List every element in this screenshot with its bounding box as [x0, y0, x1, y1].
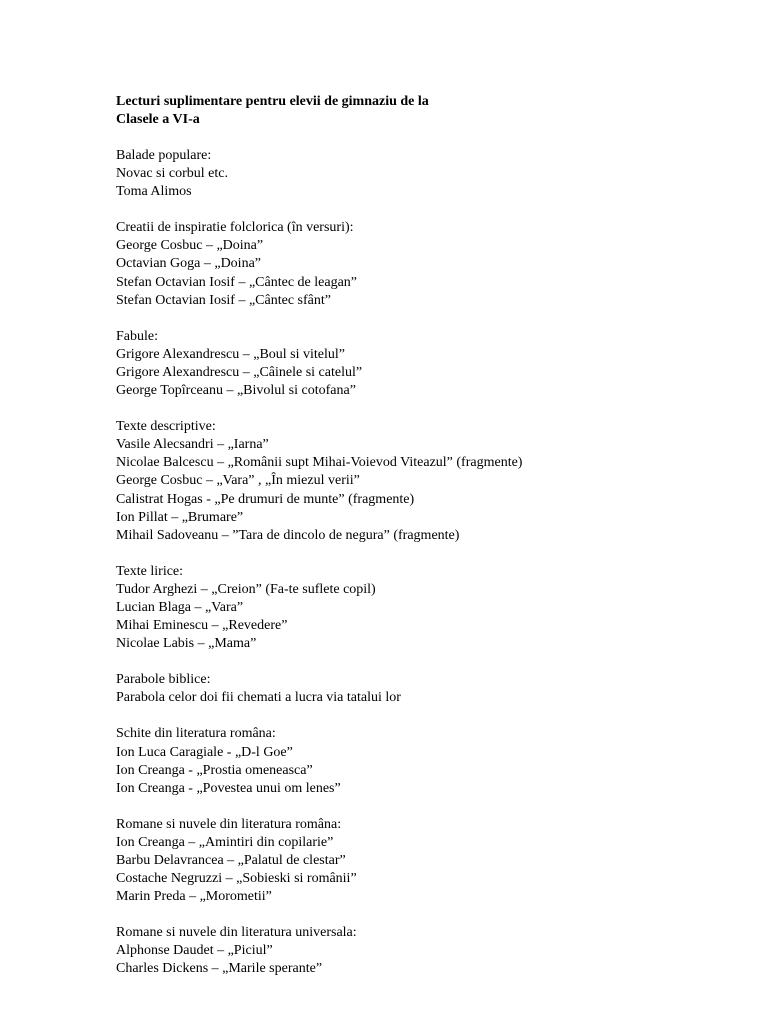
reading-section	[116, 147, 736, 201]
reading-entry: Mihai Eminescu – „Revedere”	[116, 618, 288, 634]
reading-entry: Grigore Alexandrescu – „Câinele si catelul”	[116, 364, 363, 380]
reading-section	[116, 219, 736, 309]
reading-entry: Parabola celor doi fii chemati a lucra via tatalui lor	[116, 690, 401, 706]
reading-entry: Ion Creanga - „Prostia omeneasca”	[116, 762, 313, 778]
document-page	[116, 93, 736, 979]
section-heading: Romane si nuvele din literatura universala:	[116, 925, 357, 941]
reading-entry: Tudor Arghezi – „Creion” (Fa-te suflete copil)	[116, 581, 376, 597]
reading-section	[116, 725, 736, 797]
reading-section	[116, 671, 736, 707]
reading-list	[116, 147, 736, 979]
reading-section	[116, 328, 736, 400]
reading-entry: Ion Pillat – „Brumare”	[116, 509, 244, 525]
reading-section	[116, 816, 736, 906]
reading-entry: Calistrat Hogas - „Pe drumuri de munte” (fragmente)	[116, 491, 415, 507]
section-heading: Romane si nuvele din literatura româna:	[116, 816, 342, 832]
reading-entry: George Cosbuc – „Doina”	[116, 238, 264, 254]
reading-entry: Novac si corbul etc.	[116, 166, 228, 182]
title-line: Clasele a VI-a	[116, 112, 200, 127]
reading-entry: Stefan Octavian Iosif – „Cântec sfânt”	[116, 292, 331, 308]
reading-entry: Alphonse Daudet – „Piciul”	[116, 943, 273, 959]
reading-entry: Mihail Sadoveanu – ”Tara de dincolo de negura” (fragmente)	[116, 527, 460, 543]
reading-entry: Nicolae Labis – „Mama”	[116, 636, 257, 652]
section-heading: Texte lirice:	[116, 563, 184, 579]
reading-section	[116, 563, 736, 653]
reading-entry: George Cosbuc – „Vara” , „În miezul verii”	[116, 473, 360, 489]
reading-entry: George Topîrceanu – „Bivolul si cotofana”	[116, 383, 356, 399]
reading-entry: Nicolae Balcescu – „Românii supt Mihai-Voievod Viteazul” (fragmente)	[116, 455, 523, 471]
reading-section	[116, 924, 736, 978]
reading-entry: Ion Luca Caragiale - „D-l Goe”	[116, 744, 293, 760]
section-heading: Creatii de inspiratie folclorica (în versuri):	[116, 220, 354, 236]
reading-entry: Octavian Goga – „Doina”	[116, 256, 261, 272]
section-heading: Parabole biblice:	[116, 672, 211, 688]
reading-entry: Vasile Alecsandri – „Iarna”	[116, 437, 269, 453]
reading-entry: Barbu Delavrancea – „Palatul de clestar”	[116, 853, 346, 868]
reading-section	[116, 418, 736, 545]
section-heading: Fabule:	[116, 328, 158, 344]
reading-entry: Ion Creanga - „Povestea unui om lenes”	[116, 780, 341, 796]
reading-entry: Lucian Blaga – „Vara”	[116, 599, 244, 615]
title-line: Lecturi suplimentare pentru elevii de gimnaziu de la	[116, 94, 429, 109]
reading-entry: Grigore Alexandrescu – „Boul si vitelul”	[116, 346, 345, 362]
reading-entry: Stefan Octavian Iosif – „Cântec de leagan”	[116, 274, 358, 290]
section-heading: Schite din literatura româna:	[116, 726, 276, 742]
reading-entry: Toma Alimos	[116, 184, 192, 200]
reading-entry: Charles Dickens – „Marile sperante”	[116, 961, 323, 977]
section-heading: Balade populare:	[116, 148, 212, 163]
document-title	[116, 93, 736, 129]
reading-entry: Costache Negruzzi – „Sobieski si românii”	[116, 871, 357, 887]
reading-entry: Marin Preda – „Morometii”	[116, 889, 272, 905]
section-heading: Texte descriptive:	[116, 419, 216, 435]
reading-entry: Ion Creanga – „Amintiri din copilarie”	[116, 834, 334, 850]
